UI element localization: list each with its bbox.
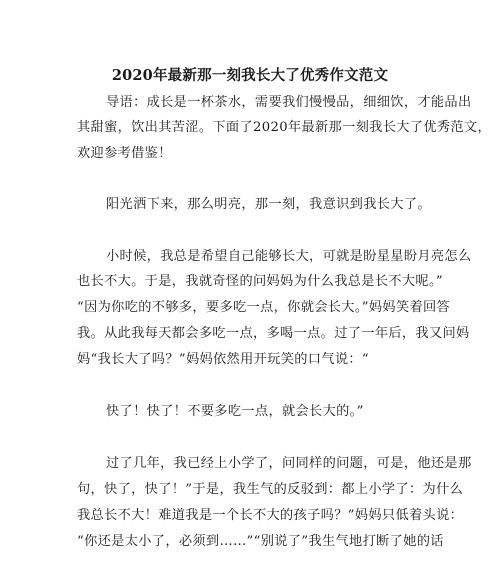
school-line-3: 我总长不大！难道我是一个长不大的孩子吗？”妈妈只低着头说： [77, 508, 464, 523]
school-line-2: 句，快了，快了！”于是，我生气的反驳到：都上小学了：为什么 [77, 482, 464, 497]
school-line-1: 过了几年，我已经上小学了，问同样的问题，可是，他还是那 [106, 456, 472, 471]
paragraph-sunlight: 阳光洒下来，那么明亮，那一刻，我意识到我长大了。 [106, 197, 431, 212]
childhood-line-2: 也长不大。于是，我就奇怪的问妈妈为什么我总是长不大呢。” [77, 274, 444, 289]
childhood-line-4: 我。从此我每天都会多吃一点，多喝一点。过了一年后，我又问妈 [77, 326, 470, 341]
intro-line-3: 欢迎参考借鉴！ [77, 146, 172, 161]
childhood-line-5: 妈“我长大了吗？”妈妈依然用开玩笑的口气说：“ [77, 352, 370, 367]
intro-line-1: 导语：成长是一杯茶水，需要我们慢慢品，细细饮，才能品出 [106, 95, 472, 110]
school-line-4: “你还是太小了，必须到……”“别说了”我生气地打断了她的话 [77, 534, 444, 549]
document-title: 2020年最新那一刻我长大了优秀作文范文 [111, 67, 389, 84]
paragraph-quick: 快了！快了！不要多吃一点，就会长大的。” [106, 404, 364, 419]
childhood-line-3: “因为你吃的不够多，要多吃一点，你就会长大。”妈妈笑着回答 [77, 300, 451, 315]
intro-line-2: 其甜蜜，饮出其苦涩。下面了2020年最新那一刻我长大了优秀范文， [77, 120, 492, 135]
childhood-line-1: 小时候，我总是希望自己能够长大，可就是盼星星盼月亮怎么 [106, 249, 472, 264]
page-bottom-fade [0, 552, 500, 566]
